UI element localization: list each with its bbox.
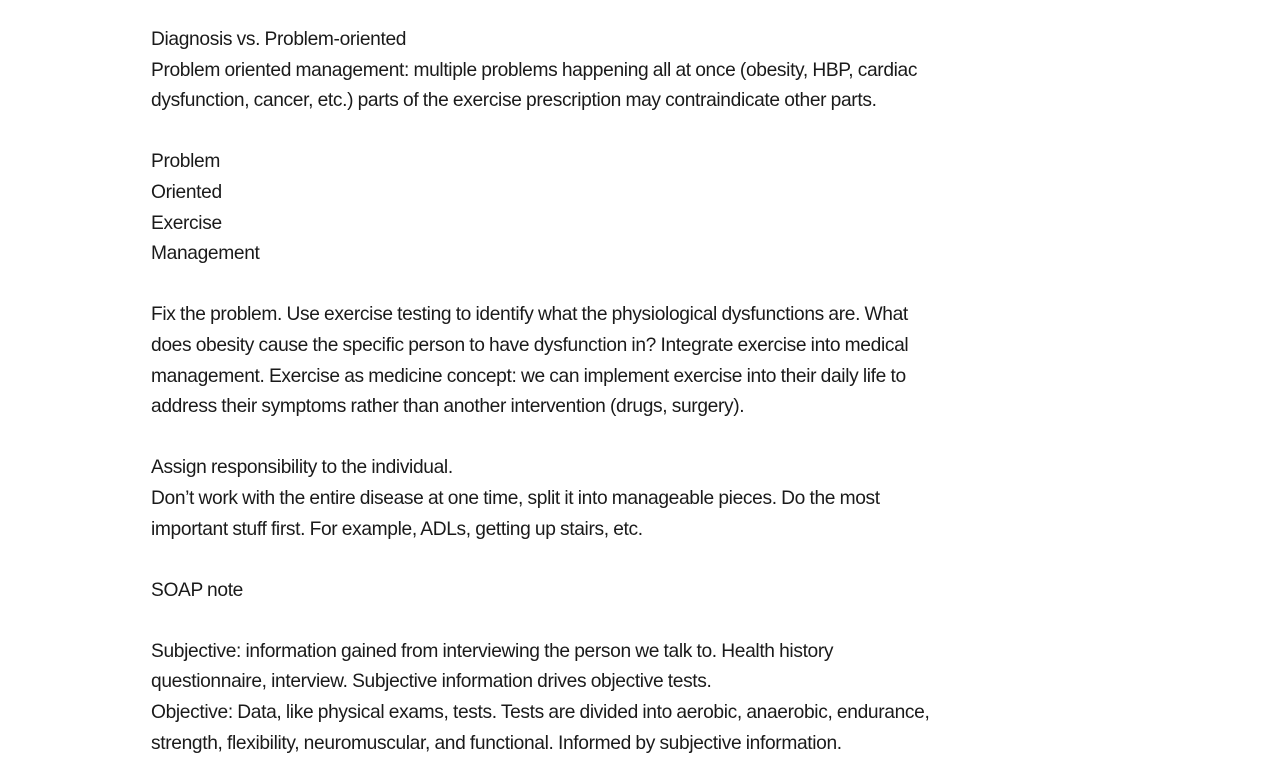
text-line: address their symptoms rather than another intervention (drugs, surgery).: [151, 396, 745, 418]
acronym-line-management: Management: [151, 243, 260, 265]
text-line: Assign responsibility to the individual.: [151, 457, 453, 479]
paragraph-soap-heading: [151, 576, 1151, 607]
document-body: [151, 25, 1151, 759]
heading-soap-note: SOAP note: [151, 579, 243, 601]
text-line: dysfunction, cancer, etc.) parts of the exercise prescription may contraindicate other parts.: [151, 90, 877, 112]
acronym-line-problem: Problem: [151, 151, 220, 173]
text-line: Fix the problem. Use exercise testing to identify what the physiological dysfunctions are. What: [151, 304, 908, 326]
paragraph-responsibility: [151, 453, 1151, 545]
paragraph-fix-problem: [151, 300, 1151, 422]
acronym-line-exercise: Exercise: [151, 212, 222, 234]
text-line: strength, flexibility, neuromuscular, and functional. Informed by subjective information.: [151, 732, 842, 754]
paragraph-acronym: [151, 147, 1151, 269]
text-line: Don’t work with the entire disease at one time, split it into manageable pieces. Do the most: [151, 487, 880, 509]
blank-line: [151, 270, 1151, 301]
paragraph-soap-details: [151, 637, 1151, 759]
heading-diagnosis-vs-problem-oriented: Diagnosis vs. Problem-oriented: [151, 29, 407, 50]
blank-line: [151, 423, 1151, 454]
paragraph-diagnosis: [151, 25, 1151, 117]
text-line: Problem oriented management: multiple problems happening all at once (obesity, HBP, cardiac: [151, 59, 918, 81]
blank-line: [151, 606, 1151, 637]
blank-line: [151, 117, 1151, 148]
text-line: questionnaire, interview. Subjective information drives objective tests.: [151, 671, 712, 693]
text-line-subjective: Subjective: information gained from interviewing the person we talk to. Health history: [151, 640, 834, 662]
acronym-line-oriented: Oriented: [151, 181, 222, 203]
text-line: management. Exercise as medicine concept: we can implement exercise into their daily life to: [151, 365, 906, 387]
text-line: important stuff first. For example, ADLs, getting up stairs, etc.: [151, 518, 643, 540]
blank-line: [151, 545, 1151, 576]
text-line: does obesity cause the specific person to have dysfunction in? Integrate exercise into medical: [151, 334, 909, 356]
text-line-objective: Objective: Data, like physical exams, tests. Tests are divided into aerobic, anaerobic, endurance,: [151, 702, 930, 724]
